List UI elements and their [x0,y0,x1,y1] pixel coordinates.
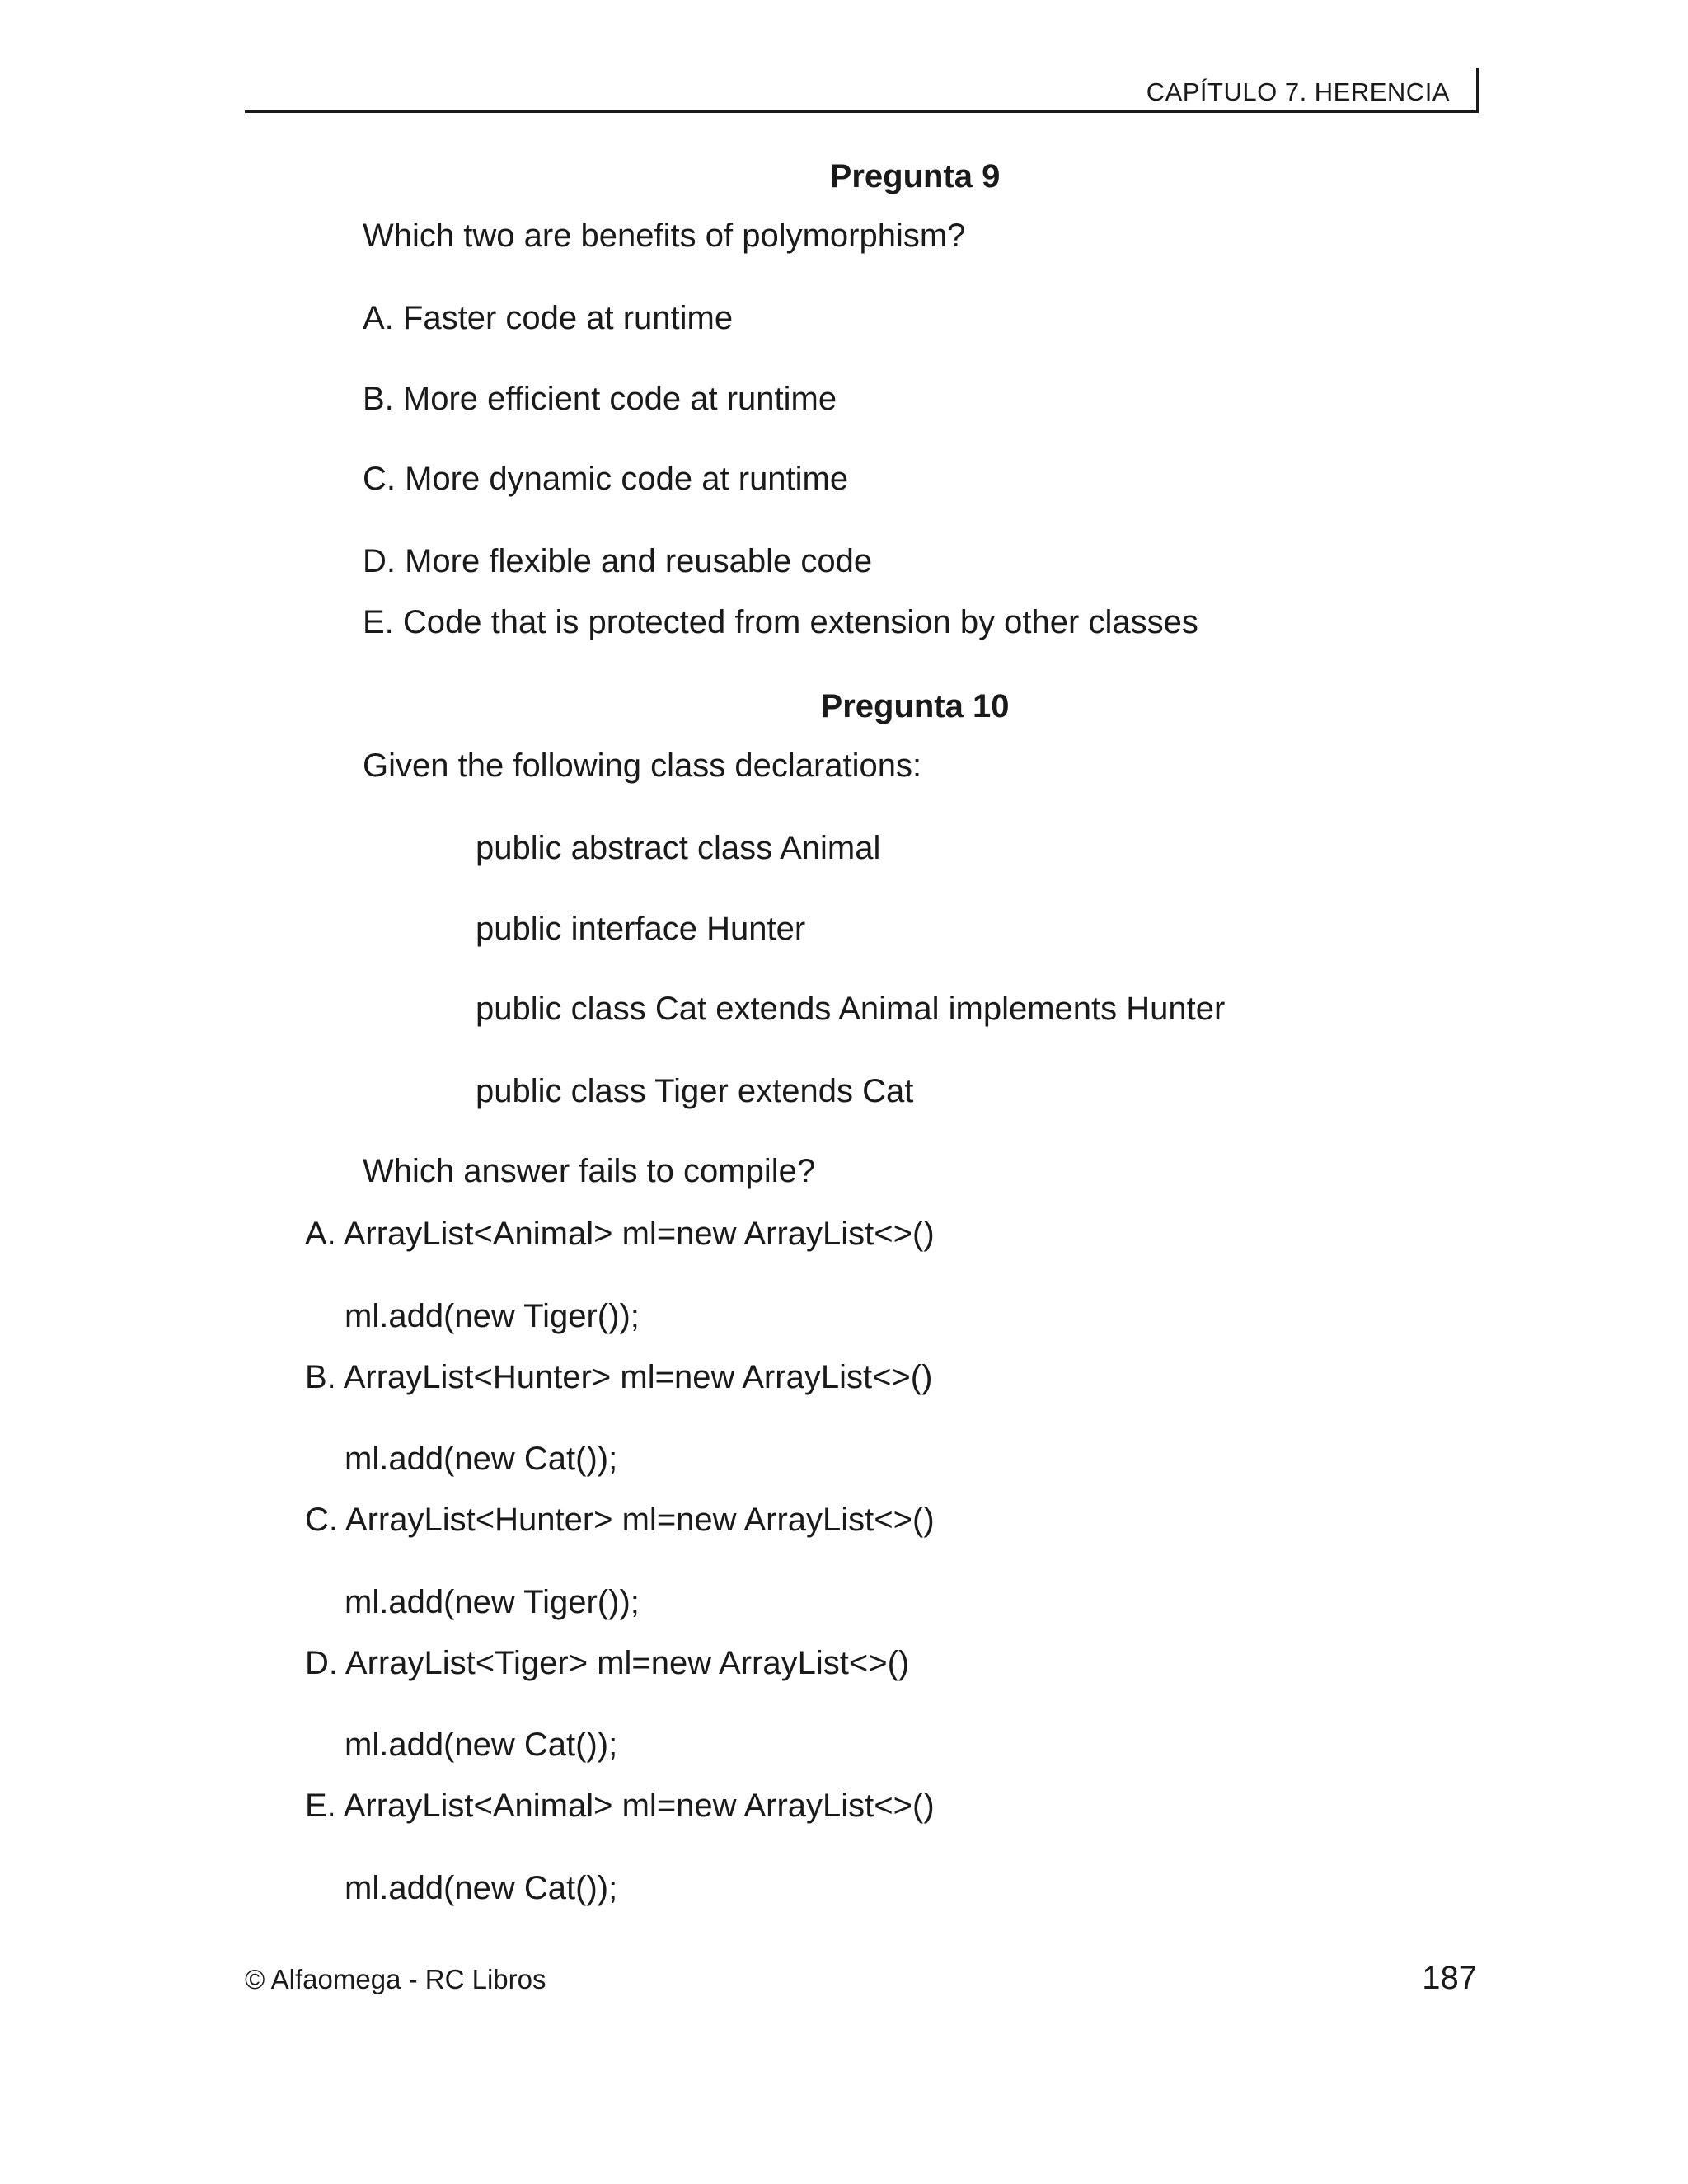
question-9-title: Pregunta 9 [829,158,1001,194]
question-10-title: Pregunta 10 [820,688,1010,724]
question-10-option-b: B. ArrayList<Hunter> ml=new ArrayList<>() [305,1359,933,1395]
page-number: 187 [1422,1960,1477,1996]
question-9-option-d: D. More flexible and reusable code [363,543,873,579]
question-10-option-d-code: ml.add(new Cat()); [345,1727,618,1763]
question-10-option-c: C. ArrayList<Hunter> ml=new ArrayList<>() [305,1502,935,1538]
question-9-option-b: B. More efficient code at runtime [363,381,837,417]
question-10-option-a: A. ArrayList<Animal> ml=new ArrayList<>() [305,1216,935,1252]
question-9-option-c: C. More dynamic code at runtime [363,461,849,497]
question-9-option-a: A. Faster code at runtime [363,300,734,336]
question-10-option-c-code: ml.add(new Tiger()); [345,1584,640,1620]
question-10-prompt: Given the following class declarations: [363,748,922,784]
question-10-option-e: E. ArrayList<Animal> ml=new ArrayList<>() [305,1788,935,1824]
declaration-line: public abstract class Animal [476,830,881,866]
chapter-title: CAPÍTULO 7. HERENCIA [1146,77,1450,106]
declaration-line: public class Cat extends Animal implements Hunter [476,991,1226,1027]
question-9-option-e: E. Code that is protected from extension by other classes [363,604,1198,640]
question-9-prompt: Which two are benefits of polymorphism? [363,218,966,254]
question-10-option-a-code: ml.add(new Tiger()); [345,1298,640,1334]
question-10-question: Which answer fails to compile? [363,1153,816,1189]
question-10-option-b-code: ml.add(new Cat()); [345,1441,618,1477]
question-10-option-d: D. ArrayList<Tiger> ml=new ArrayList<>() [305,1645,910,1681]
declaration-line: public class Tiger extends Cat [476,1073,914,1109]
publisher-credit: © Alfaomega - RC Libros [245,1964,546,1994]
question-10-option-e-code: ml.add(new Cat()); [345,1870,618,1906]
page-header [245,68,1479,113]
declaration-line: public interface Hunter [476,911,806,947]
